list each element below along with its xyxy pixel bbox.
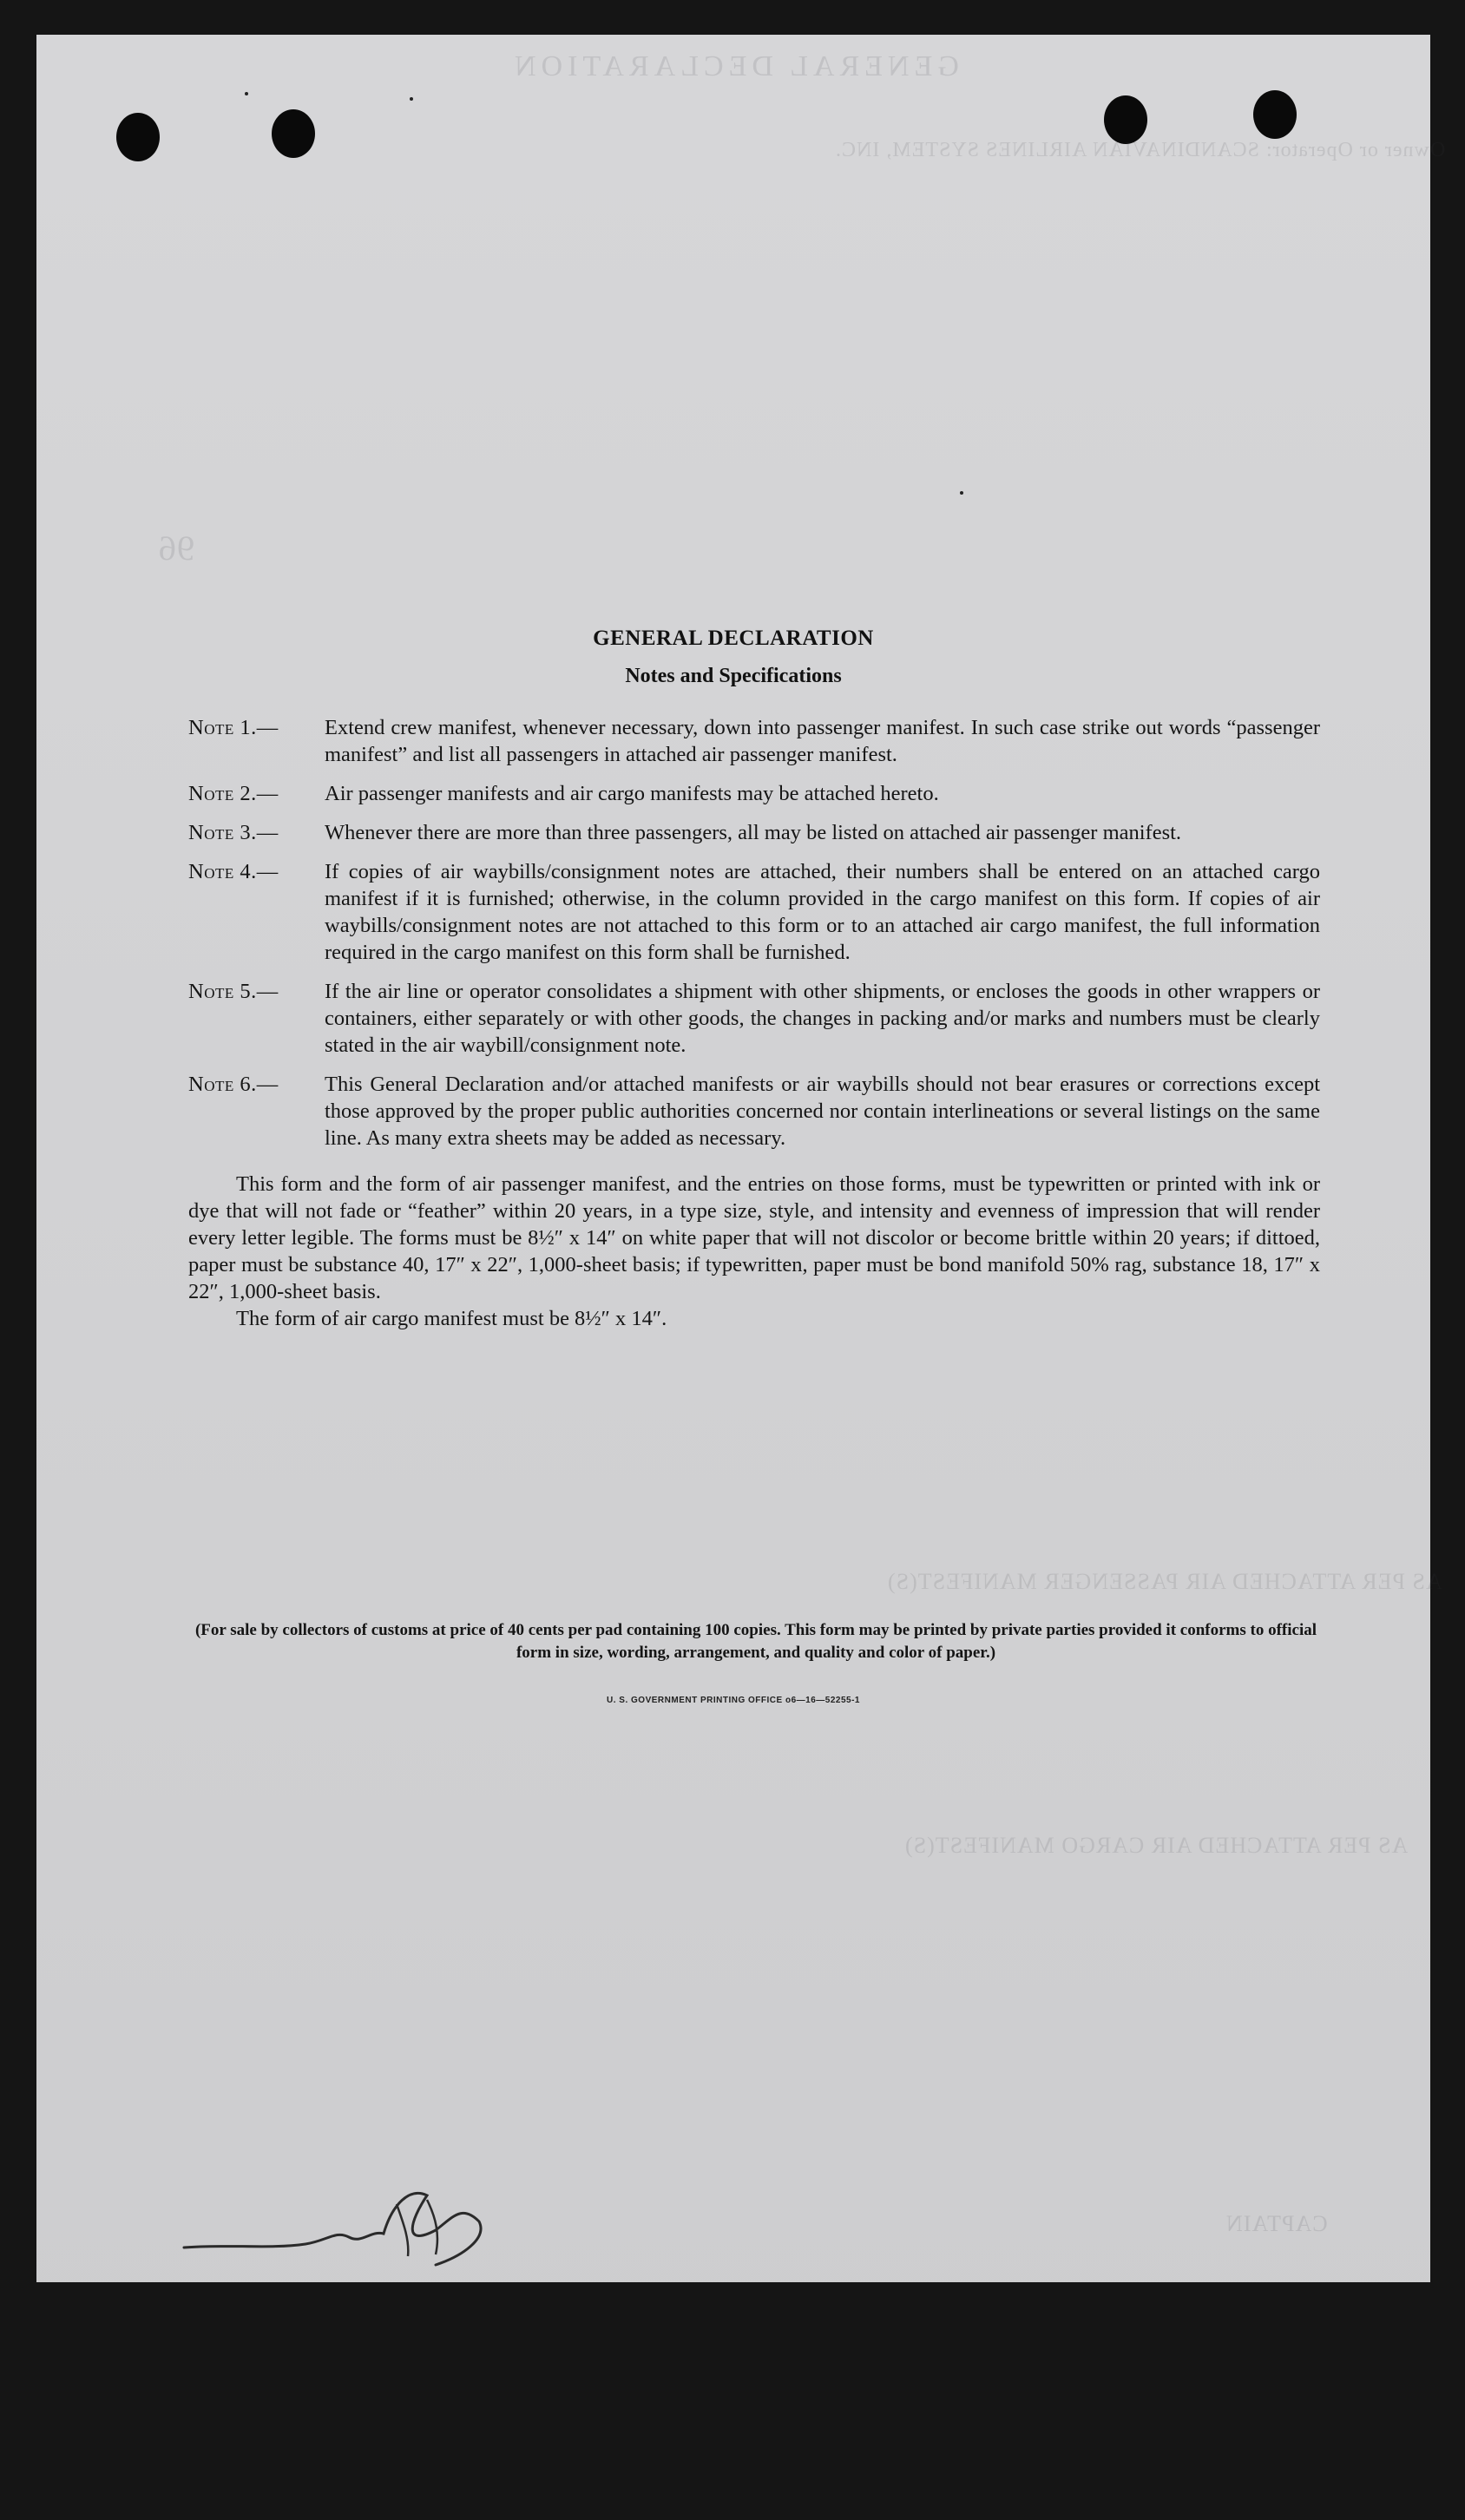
note-item [188, 1071, 1320, 1152]
note-text: Air passenger manifests and air cargo manifests may be attached hereto. [325, 782, 939, 805]
punch-hole [272, 109, 315, 158]
cargo-manifest-size: The form of air cargo manifest must be 8½″ x 14″. [236, 1307, 667, 1330]
notes-list [188, 714, 1320, 1332]
punch-hole [1104, 95, 1147, 144]
note-text: Extend crew manifest, whenever necessary, down into passenger manifest. In such case strike out words “passenger manifest” and list all passengers in attached air passenger manifest. [325, 716, 1320, 766]
note-item [188, 978, 1320, 1059]
document-sheet [36, 35, 1446, 2282]
note-item [188, 819, 1320, 846]
note-label: Note 2.— [188, 782, 279, 805]
bleed-through-captain: CAPTAIN [1225, 2211, 1328, 2236]
note-label: Note 5.— [188, 980, 279, 1003]
ink-speck [245, 92, 248, 95]
bleed-through-cargo-manifest: AS PER ATTACHED AIR CARGO MANIFEST(S) [904, 1833, 1409, 1858]
bleed-through-page-number: 96 [158, 528, 194, 568]
note-label: Note 6.— [188, 1073, 279, 1096]
note-text: Whenever there are more than three passengers, all may be listed on attached air passenger manifest. [325, 821, 1182, 844]
printing-office-line: U. S. GOVERNMENT PRINTING OFFICE o6—16—52255-1 [607, 1696, 860, 1705]
note-label: Note 1.— [188, 716, 279, 739]
punch-hole [1253, 90, 1297, 139]
ink-speck [960, 491, 963, 495]
punch-hole [116, 113, 160, 161]
document-subtitle: Notes and Specifications [625, 665, 842, 687]
note-text: This General Declaration and/or attached manifests or air waybills should not bear erasures or corrections except those approved by the proper public authorities concerned nor contain interlineations or several listings on the same line. As many extra sheets may be added as necessary. [325, 1073, 1320, 1150]
note-text: If the air line or operator consolidates a shipment with other shipments, or encloses the goods in other wrappers or containers, either separately or with other goods, the changes in packing and/or marks and numbers must be clearly stated in the air waybill/consignment note. [325, 980, 1320, 1057]
note-label: Note 3.— [188, 821, 279, 844]
note-item [188, 858, 1320, 966]
note-item [188, 714, 1320, 768]
sale-note: (For sale by collectors of customs at price of 40 cents per pad containing 100 copies. This form may be printed by private parties provided it conforms to official form in size, wording, arrangement, and quality and color of paper.) [194, 1621, 1317, 1662]
note-text: If copies of air waybills/consignment notes are attached, their numbers shall be entered on an attached cargo manifest if it is furnished; otherwise, in the column provided in the cargo manifest on this form. If copies of air waybills/consignment notes are not attached to this form or to an attached air cargo manifest, the full information required in the cargo manifest on this form shall be furnished. [325, 860, 1320, 964]
bleed-through-passenger-manifest: AS PER ATTACHED AIR PASSENGER MANIFEST(S) [887, 1569, 1442, 1594]
bleed-through-title: GENERAL DECLARATION [509, 50, 959, 82]
bleed-through-operator: Owner or Operator: SCANDINAVIAN AIRLINES SYSTEM, INC. [835, 139, 1446, 161]
document-title: GENERAL DECLARATION [593, 627, 874, 650]
signature [175, 2169, 609, 2274]
specification-paragraph: This form and the form of air passenger manifest, and the entries on those forms, must be typewritten or printed with ink or dye that will not fade or “feather” within 20 years, in a type size, style, and intensity and evenness of impression that will render every letter legible. The forms must be 8½″ x 14″ on white paper that will not discolor or become brittle within 20 years; if dittoed, paper must be substance 40, 17″ x 22″, 1,000-sheet basis; if typewritten, paper must be bond manifold 50% rag, substance 18, 17″ x 22″, 1,000-sheet basis. [188, 1172, 1320, 1303]
note-label: Note 4.— [188, 860, 279, 883]
note-item [188, 780, 1320, 807]
ink-speck [410, 97, 413, 101]
